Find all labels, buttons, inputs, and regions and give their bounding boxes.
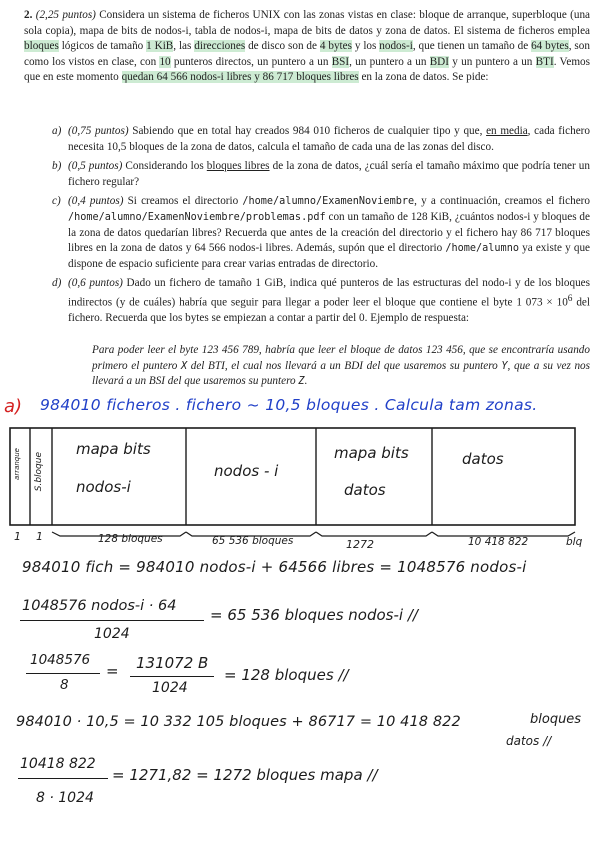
fraction-bar <box>18 778 108 779</box>
problem-points: (2,25 puntos) <box>35 9 96 21</box>
highlight: 4 bytes <box>319 40 352 53</box>
problem-text: en la zona de datos. Se pide: <box>358 71 489 84</box>
equation-result: = 1271,82 = 1272 bloques mapa // <box>112 766 378 784</box>
size-data-bitmap: 1272 <box>346 538 374 551</box>
example-text: del BTI, el cual nos llevará a un BDI del que usaremos su puntero <box>187 359 502 372</box>
equation-inodes-total: 984010 fich = 984010 nodos-i + 64566 libres = 1048576 nodos-i <box>22 558 527 576</box>
question-label: a) <box>52 125 62 137</box>
question-text: de la zona de datos, ¿cuál sería el tamaño máximo que podría tener un fichero regular? <box>68 160 590 188</box>
question-text: Considerando los <box>122 160 207 173</box>
highlight: quedan 64 566 nodos-i libres y 86 717 bloques libres <box>121 71 359 84</box>
question-c <box>52 194 590 272</box>
highlight: 10 <box>159 55 171 68</box>
example-answer <box>92 343 590 390</box>
problem-number: 2. <box>24 9 33 21</box>
problem-text: , son como los vistos en clase, con <box>24 40 590 68</box>
equation-denominator: 1024 <box>94 626 130 642</box>
question-text: Dado un fichero de tamaño 1 GiB, indica qué punteros de las estructuras del nodo-i y de los bloques indirectos (y de cuáles) habría que seguir para llegar a poder leer el bloque que contiene el byte 1 073 × 10 <box>68 277 590 309</box>
highlight: BSI <box>331 55 350 68</box>
equation-result: = 128 bloques // <box>224 666 349 684</box>
handwritten-note: 984010 ficheros . fichero ~ 10,5 bloques . Calcula tam zonas. <box>40 396 538 414</box>
highlight: 64 bytes <box>531 40 569 53</box>
question-a <box>52 124 590 155</box>
size-inodes: 65 536 bloques <box>212 535 294 547</box>
equation-denominator: 1024 <box>152 680 188 696</box>
equation-numerator: 1048576 <box>30 652 91 668</box>
question-d <box>52 276 590 327</box>
equals-sign: = <box>106 662 119 680</box>
fraction-bar <box>130 676 214 677</box>
question-points: (0,75 puntos) <box>68 125 129 137</box>
zone-inodes-label: nodos - i <box>214 462 279 480</box>
fraction-bar <box>26 673 100 674</box>
size-bracket <box>316 532 432 536</box>
highlight: direcciones <box>194 40 246 53</box>
question-points: (0,4 puntos) <box>68 195 124 208</box>
zone-inode-bitmap-label: mapa bits <box>76 440 151 458</box>
equation-numerator: 10418 822 <box>20 756 96 772</box>
problem-text: de disco son de <box>245 40 320 53</box>
fraction-bar <box>20 620 204 621</box>
problem-text: punteros directos, un puntero a un <box>170 55 332 68</box>
example-text: , que a su vez nos llevará a un BSI del que usaremos su puntero <box>92 359 591 388</box>
underlined-text: bloques libres <box>206 160 270 173</box>
question-text: Sabiendo que en total hay creados 984 010 ficheros de cualquier tipo y que, <box>128 125 487 137</box>
highlight: BDI <box>429 55 449 68</box>
path-text: /home/alumno <box>445 243 519 255</box>
equation-numerator: 131072 B <box>136 654 209 672</box>
question-points: (0,5 puntos) <box>68 160 123 173</box>
path-text: /home/alumno/ExamenNoviembre/problemas.pdf <box>68 211 326 223</box>
problem-text: , un puntero a un <box>349 55 430 68</box>
size-super: 1 <box>36 530 43 543</box>
highlight: bloques <box>24 40 59 53</box>
question-label: d) <box>52 277 62 290</box>
zone-inode-bitmap-label: nodos-i <box>76 478 131 496</box>
problem-statement <box>24 8 590 86</box>
question-text: del fichero. Recuerda que los bytes se empiezan a contar a partir del 0. Ejemplo de respuesta: <box>68 296 590 325</box>
question-text: , y a continuación, creamos el fichero <box>414 195 590 208</box>
example-var: Z <box>298 376 305 388</box>
answer-label-a: a) <box>4 396 23 417</box>
problem-text: . Vemos que en este momento <box>24 55 590 84</box>
problem-text: Considera un sistema de ficheros UNIX con las zonas vistas en clase: bloque de arranque, superbloque (una sola copia), mapa de bits de nodos-i, tabla de nodos-i, mapa de bits de datos y zona de datos. El sistema de ficheros emplea <box>24 9 591 37</box>
path-text: /home/alumno/ExamenNoviembre <box>242 196 415 208</box>
problem-text: lógicos de tamaño <box>58 40 147 53</box>
highlight: nodos-i <box>379 40 413 53</box>
zone-boot-label: arranque <box>13 448 21 480</box>
size-boot: 1 <box>14 530 21 543</box>
question-text: ya existe y que dispone de espacio suficiente para crear varias entradas de directorio. <box>68 242 590 270</box>
zone-data-bitmap-label: datos <box>344 481 386 499</box>
equation-tail: datos // <box>506 734 552 748</box>
problem-text: y un puntero a un <box>449 55 536 68</box>
problem-text: , las <box>173 40 195 53</box>
exponent: 6 <box>567 293 573 304</box>
equation-denominator: 8 · 1024 <box>36 790 94 806</box>
size-inode-bitmap: 128 bloques <box>98 533 163 545</box>
question-text: , cada fichero necesita 10,5 bloques de la zona de datos, calcula el tamaño de cada una de las zonas del disco. <box>68 125 590 153</box>
question-label: c) <box>52 195 61 208</box>
sub-questions <box>52 124 590 331</box>
question-b <box>52 159 590 190</box>
example-var: X <box>180 360 188 372</box>
size-data: 10 418 822 <box>468 536 529 548</box>
highlight: BTI <box>535 55 554 68</box>
example-var: Y <box>501 360 508 372</box>
example-text: . <box>304 375 308 388</box>
equation-denominator: 8 <box>60 677 69 693</box>
problem-text: y los <box>351 40 380 53</box>
question-text: con un tamaño de 128 KiB, ¿cuántos nodos-i y bloques de la zona de datos quedarían libres? Recuerda que antes de la creación del directorio y el fichero hay 86 717 bloques libres en la zona de datos y 64 566 nodos-i libres. Además, supón que el directorio <box>68 210 590 255</box>
example-text: Para poder leer el byte 123 456 789, habría que leer el bloque de datos 123 456, que se encontraría usando primero el puntero <box>92 344 590 372</box>
equation-tail: bloques <box>530 712 582 727</box>
size-unit: blq <box>566 536 583 548</box>
zone-super-label: S.bloque <box>34 452 44 492</box>
highlight: 1 KiB <box>146 40 174 53</box>
question-text: Si creamos el directorio <box>123 195 243 208</box>
zone-data-label: datos <box>462 450 504 468</box>
question-points: (0,6 puntos) <box>68 277 123 290</box>
question-label: b) <box>52 160 62 173</box>
zone-data-bitmap-label: mapa bits <box>334 444 409 462</box>
underlined-text: en media <box>486 125 528 137</box>
equation-numerator: 1048576 nodos-i · 64 <box>22 598 177 614</box>
equation-data-blocks: 984010 · 10,5 = 10 332 105 bloques + 86717 = 10 418 822 <box>16 714 461 730</box>
equation-result: = 65 536 bloques nodos-i // <box>210 606 418 624</box>
problem-text: , que tienen un tamaño de <box>412 40 532 53</box>
